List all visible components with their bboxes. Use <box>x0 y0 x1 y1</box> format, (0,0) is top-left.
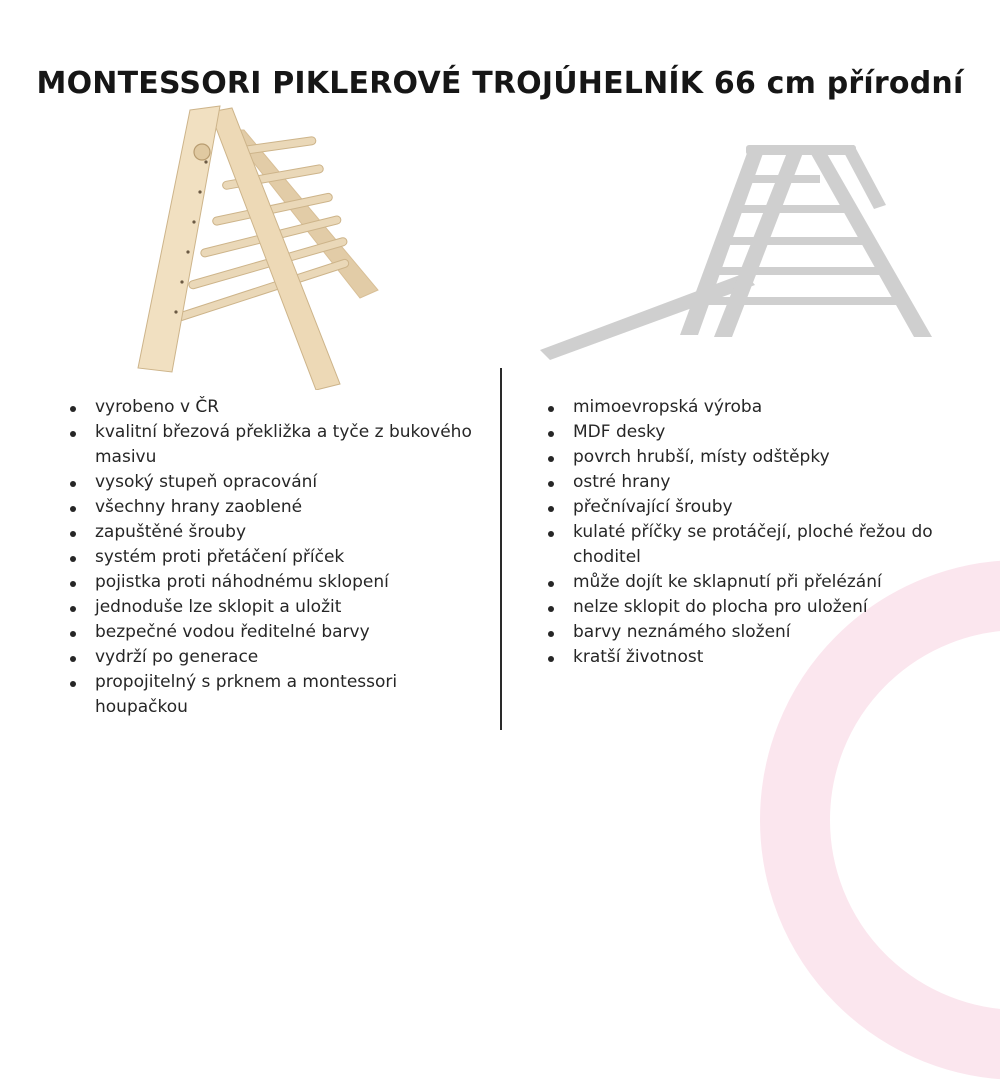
list-item: barvy neznámého složení <box>546 620 956 645</box>
list-item: mimoevropská výroba <box>546 395 956 420</box>
list-item: kratší životnost <box>546 645 956 670</box>
silhouette-shape <box>540 145 932 360</box>
list-item: vydrží po generace <box>68 645 478 670</box>
list-item: povrch hrubší, místy odštěpky <box>546 445 956 470</box>
list-item: přečnívající šrouby <box>546 495 956 520</box>
competitor-silhouette <box>540 145 940 370</box>
list-item: systém proti přetáčení příček <box>68 545 478 570</box>
list-item: nelze sklopit do plocha pro uložení <box>546 595 956 620</box>
locking-knob <box>194 144 210 160</box>
list-item: vysoký stupeň opracování <box>68 470 478 495</box>
list-item: MDF desky <box>546 420 956 445</box>
list-item: ostré hrany <box>546 470 956 495</box>
list-item: může dojít ke sklapnutí při přelézání <box>546 570 956 595</box>
list-item: zapuštěné šrouby <box>68 520 478 545</box>
list-item: bezpečné vodou ředitelné barvy <box>68 620 478 645</box>
list-item: kvalitní březová překližka a tyče z bukového masivu <box>68 420 478 470</box>
product-image <box>120 100 380 390</box>
list-item: pojistka proti náhodnému sklopení <box>68 570 478 595</box>
list-item: propojitelný s prknem a montessori houpačkou <box>68 670 478 720</box>
list-item: kulaté příčky se protáčejí, ploché řežou do choditel <box>546 520 956 570</box>
advantages-list <box>68 395 478 720</box>
disadvantages-list <box>546 395 956 670</box>
list-item: všechny hrany zaoblené <box>68 495 478 520</box>
page-title: MONTESSORI PIKLEROVÉ TROJÚHELNÍK 66 cm přírodní <box>36 66 964 102</box>
list-item: vyrobeno v ČR <box>68 395 478 420</box>
list-item: jednoduše lze sklopit a uložit <box>68 595 478 620</box>
column-divider <box>500 368 502 730</box>
